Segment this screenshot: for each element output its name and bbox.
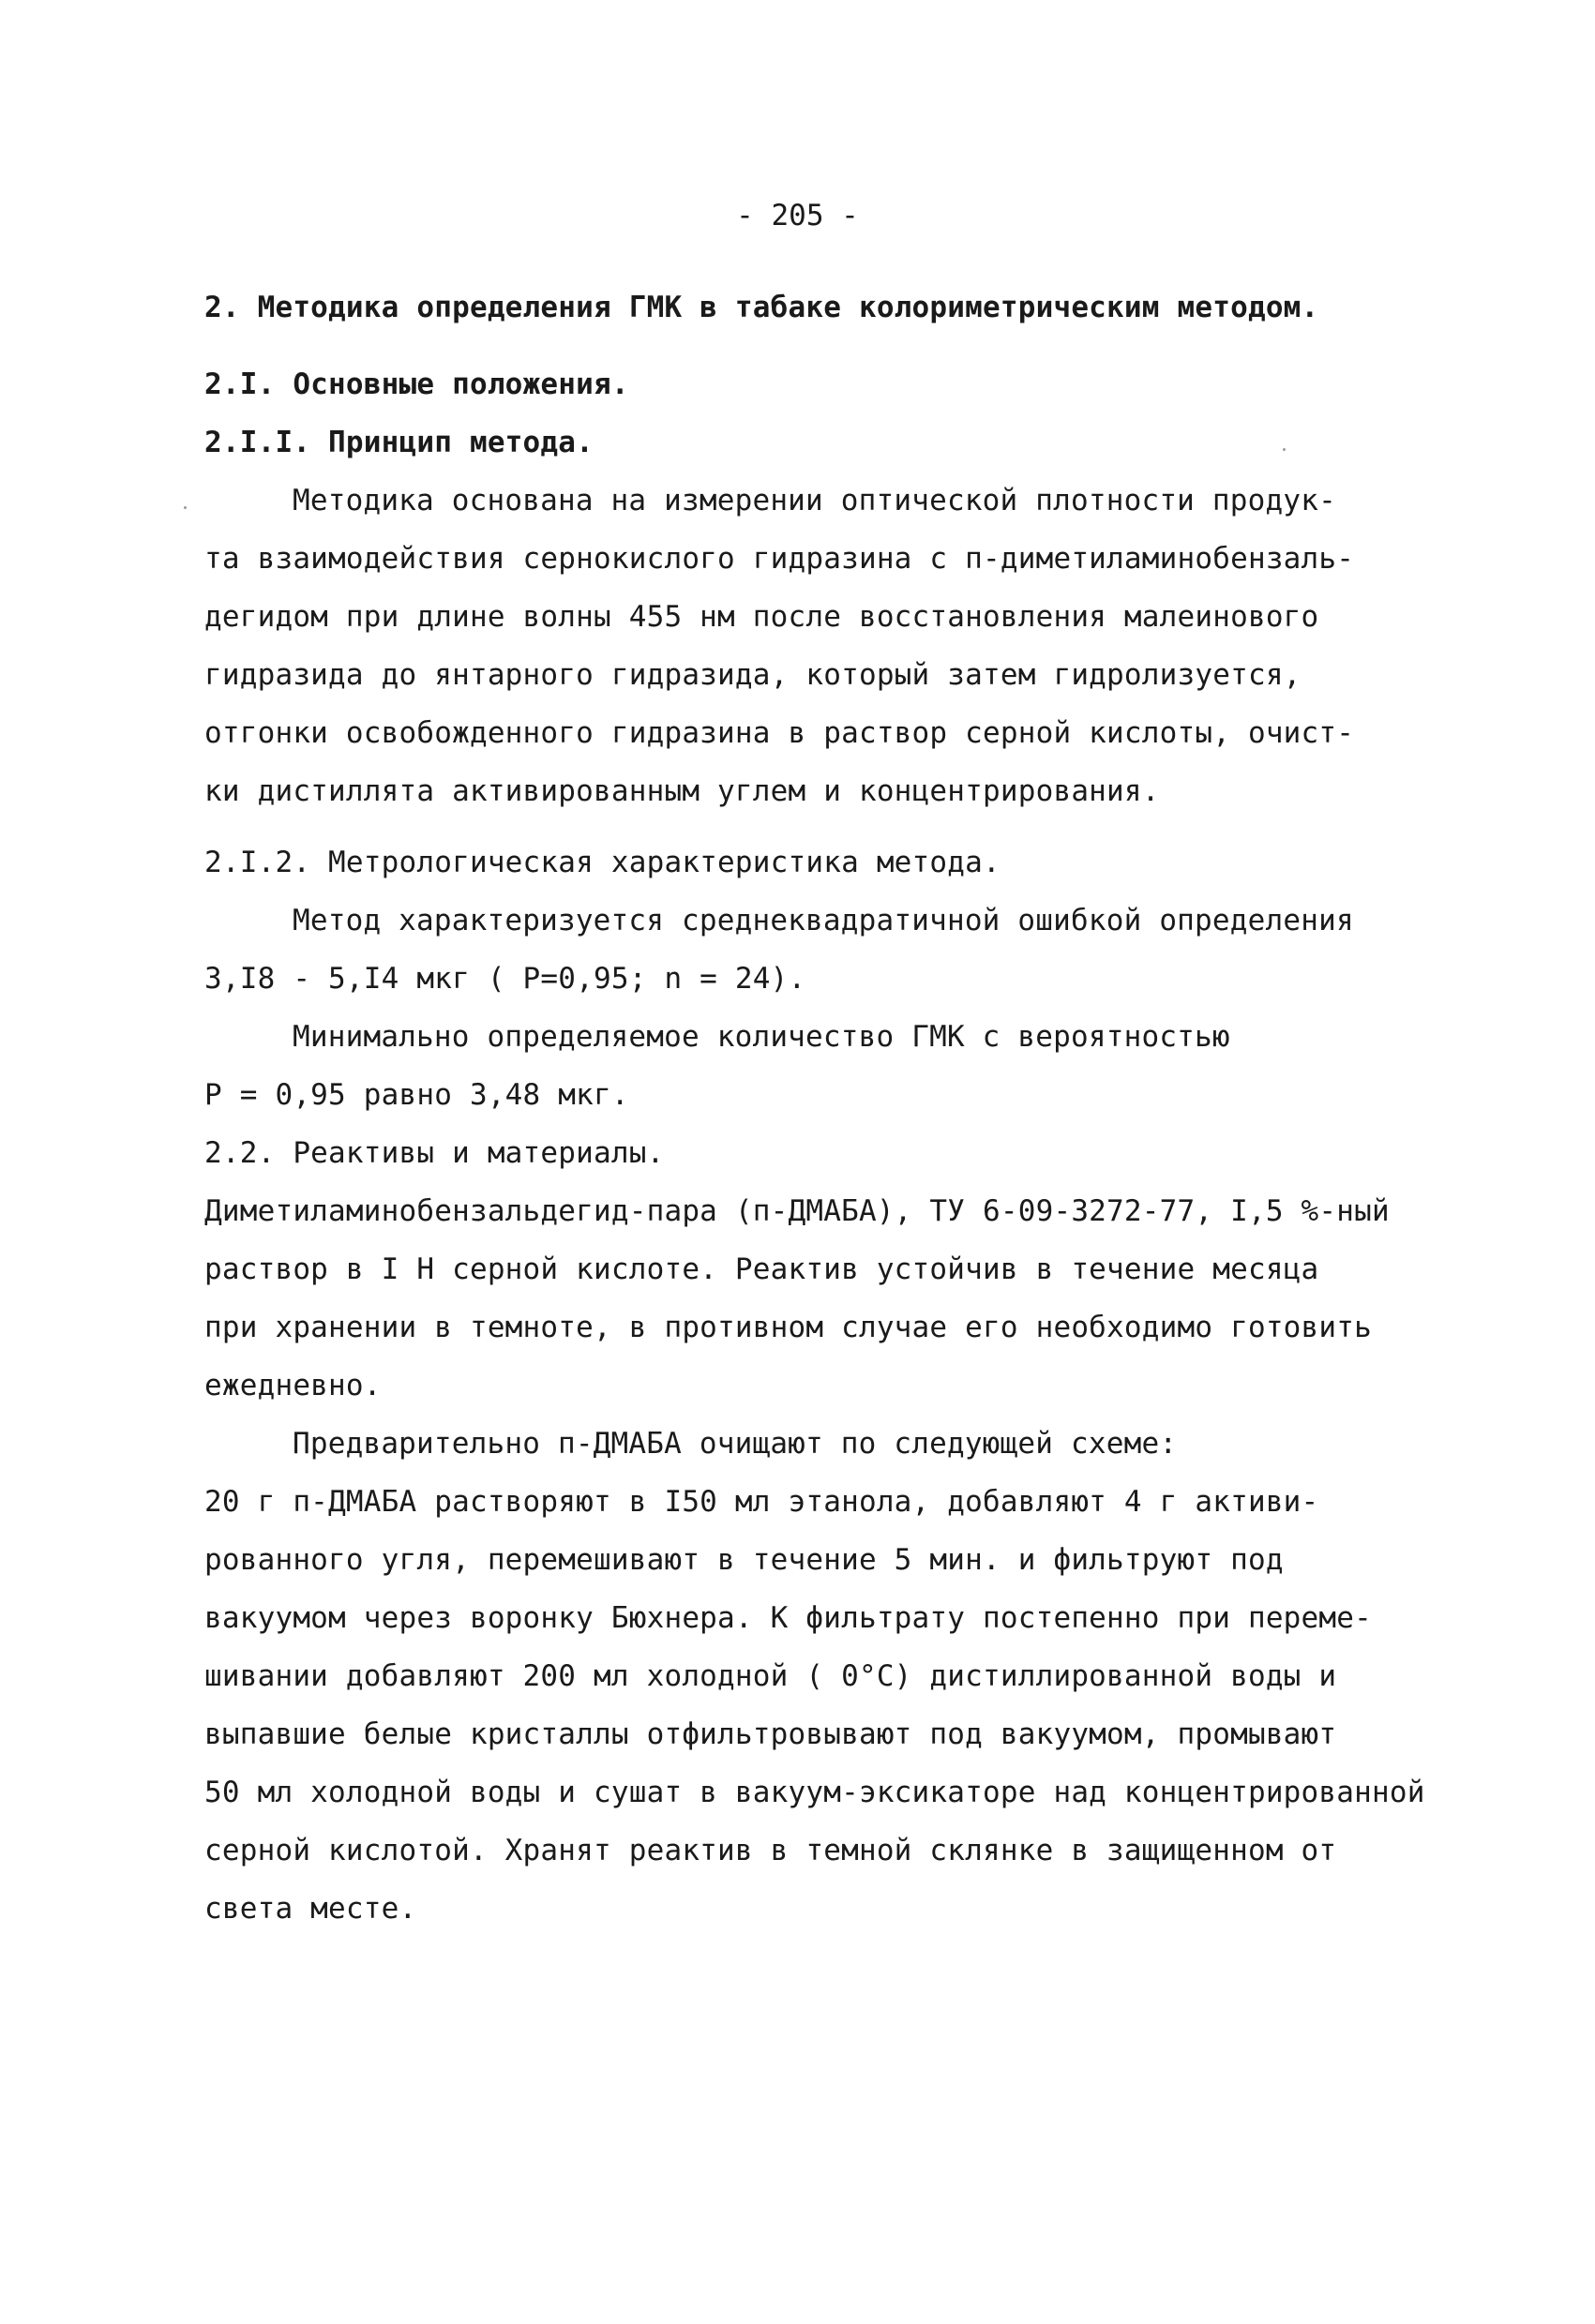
document-heading: 2. Методика определения ГМК в табаке колориметрическим методом. [204,291,1319,324]
purification-line: света месте. [204,1892,417,1926]
principle-line: Методика основана на измерении оптической плотности продук- [293,484,1336,517]
section-heading-2-1: 2.I. Основные положения. [204,367,629,401]
section-heading-2-2: 2.2. Реактивы и материалы. [204,1136,665,1170]
scan-speck [1283,448,1286,451]
reagent-line: Диметиламинобензальдегид-пара (п-ДМАБА), ТУ 6-09-3272-77, I,5 %-ный [204,1194,1390,1228]
principle-line: отгонки освобожденного гидразина в раствор серной кислоты, очист- [204,716,1355,750]
reagent-line: раствор в I Н серной кислоте. Реактив устойчив в течение месяца [204,1252,1319,1286]
scan-speck [184,506,187,509]
purification-line: 20 г п-ДМАБА растворяют в I50 мл этанола, добавляют 4 г активи- [204,1485,1319,1519]
metrology-line: Минимально определяемое количество ГМК с вероятностью [293,1020,1230,1054]
purification-line: выпавшие белые кристаллы отфильтровывают под вакуумом, промывают [204,1717,1337,1751]
principle-line: та взаимодействия сернокислого гидразина с п-диметиламинобензаль- [204,542,1355,576]
purification-line: Предварительно п-ДМАБА очищают по следующей схеме: [293,1427,1178,1461]
purification-line: шивании добавляют 200 мл холодной ( 0°С) дистиллированной воды и [204,1659,1337,1693]
section-heading-2-1-1: 2.I.I. Принцип метода. [204,426,594,459]
purification-line: 50 мл холодной воды и сушат в вакуум-эксикаторе над концентрированной [204,1776,1425,1809]
purification-line: вакуумом через воронку Бюхнера. К фильтрату постепенно при переме- [204,1601,1372,1635]
principle-line: ки дистиллята активированным углем и концентрирования. [204,774,1160,808]
purification-line: серной кислотой. Хранят реактив в темной склянке в защищенном от [204,1834,1337,1867]
reagent-line: ежедневно. [204,1369,382,1402]
metrology-line: 3,I8 - 5,I4 мкг ( P=0,95; n = 24). [204,962,806,996]
purification-line: рованного угля, перемешивают в течение 5 мин. и фильтруют под [204,1543,1284,1577]
section-heading-2-1-2: 2.I.2. Метрологическая характеристика метода. [204,846,1001,879]
reagent-line: при хранении в темноте, в противном случае его необходимо готовить [204,1311,1372,1344]
metrology-line: Метод характеризуется среднеквадратичной ошибкой определения [293,904,1354,937]
principle-line: гидразида до янтарного гидразида, который затем гидролизуется, [204,658,1302,692]
principle-line: дегидом при длине волны 455 нм после восстановления малеинового [204,600,1319,634]
metrology-line: P = 0,95 равно 3,48 мкг. [204,1078,629,1112]
page-number: - 205 - [736,199,859,232]
